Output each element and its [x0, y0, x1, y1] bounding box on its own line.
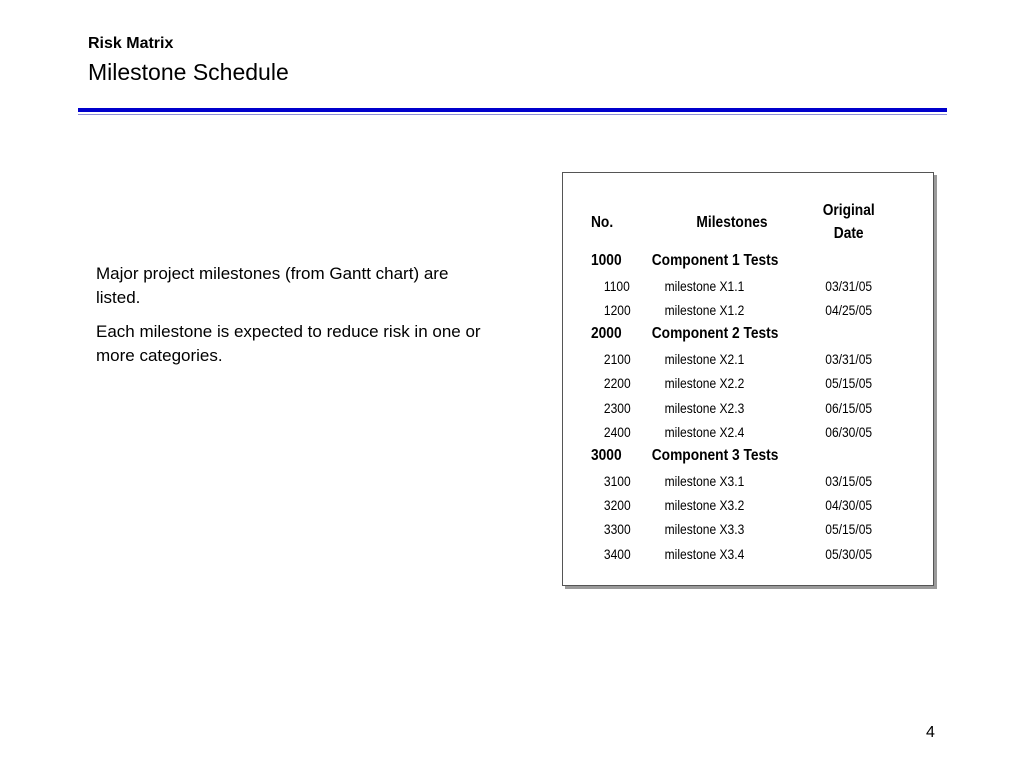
page-number: 4	[926, 724, 935, 741]
cell-date: 06/30/05	[825, 423, 873, 440]
cell-no: 2000	[591, 325, 622, 343]
cell-milestone: milestone X2.3	[664, 399, 745, 416]
table-header-row	[591, 199, 885, 249]
header-date-line1: Original	[822, 202, 875, 219]
cell-date: 03/31/05	[825, 277, 873, 294]
body-paragraph: Major project milestones (from Gantt chart) are listed.	[96, 264, 449, 307]
body-text	[96, 262, 496, 378]
cell-no: 2300	[603, 399, 631, 416]
cell-date: 03/15/05	[825, 472, 873, 489]
cell-milestone: milestone X3.1	[664, 472, 745, 489]
cell-milestone: milestone X1.1	[664, 277, 745, 294]
table-group-row	[591, 249, 885, 273]
cell-date: 05/30/05	[825, 545, 873, 562]
table-row	[591, 542, 885, 566]
cell-milestone: Component 3 Tests	[651, 447, 779, 465]
header-divider	[78, 108, 947, 112]
milestone-table	[591, 199, 885, 566]
cell-date: 04/25/05	[825, 301, 873, 318]
cell-date	[812, 444, 885, 468]
cell-no: 1100	[603, 277, 630, 294]
cell-date: 03/31/05	[825, 350, 873, 367]
cell-date: 05/15/05	[825, 375, 873, 392]
slide-kicker: Risk Matrix	[88, 35, 174, 52]
table-row	[591, 347, 885, 371]
table-row	[591, 420, 885, 444]
cell-date	[812, 249, 885, 273]
header-divider-thin	[78, 114, 947, 115]
table-row	[591, 371, 885, 395]
cell-no: 1000	[591, 252, 622, 270]
cell-milestone: milestone X2.1	[664, 350, 745, 367]
cell-date: 04/30/05	[825, 497, 873, 514]
cell-milestone: Component 2 Tests	[651, 325, 779, 343]
cell-milestone: milestone X3.2	[664, 497, 745, 514]
table-group-row	[591, 322, 885, 346]
cell-no: 2100	[603, 350, 631, 367]
table-group-row	[591, 444, 885, 468]
cell-no: 1200	[603, 301, 631, 318]
table-row	[591, 298, 885, 322]
header-original-date	[812, 199, 885, 249]
cell-no: 3300	[603, 521, 631, 538]
table-row	[591, 273, 885, 297]
table-row	[591, 517, 885, 541]
cell-date	[812, 322, 885, 346]
cell-date: 05/15/05	[825, 521, 873, 538]
cell-no: 3200	[603, 497, 631, 514]
cell-no: 2400	[603, 423, 631, 440]
table-row	[591, 493, 885, 517]
table-row	[591, 469, 885, 493]
table-row	[591, 395, 885, 419]
cell-date: 06/15/05	[825, 399, 873, 416]
header-no: No.	[591, 213, 614, 231]
milestone-table-box	[562, 172, 934, 586]
cell-no: 3000	[591, 447, 622, 465]
body-paragraph: Each milestone is expected to reduce risk in one or more categories.	[96, 322, 481, 365]
cell-no: 3400	[603, 545, 631, 562]
cell-milestone: Component 1 Tests	[651, 252, 779, 270]
header-milestones: Milestones	[696, 213, 768, 231]
header-date-line2: Date	[833, 225, 864, 242]
cell-no: 2200	[603, 375, 631, 392]
cell-milestone: milestone X2.2	[664, 375, 745, 392]
cell-milestone: milestone X3.4	[664, 545, 745, 562]
cell-milestone: milestone X2.4	[664, 423, 745, 440]
cell-milestone: milestone X1.2	[664, 301, 745, 318]
slide-title: Milestone Schedule	[88, 59, 289, 85]
table-body	[591, 249, 885, 566]
cell-milestone: milestone X3.3	[664, 521, 745, 538]
cell-no: 3100	[603, 472, 631, 489]
